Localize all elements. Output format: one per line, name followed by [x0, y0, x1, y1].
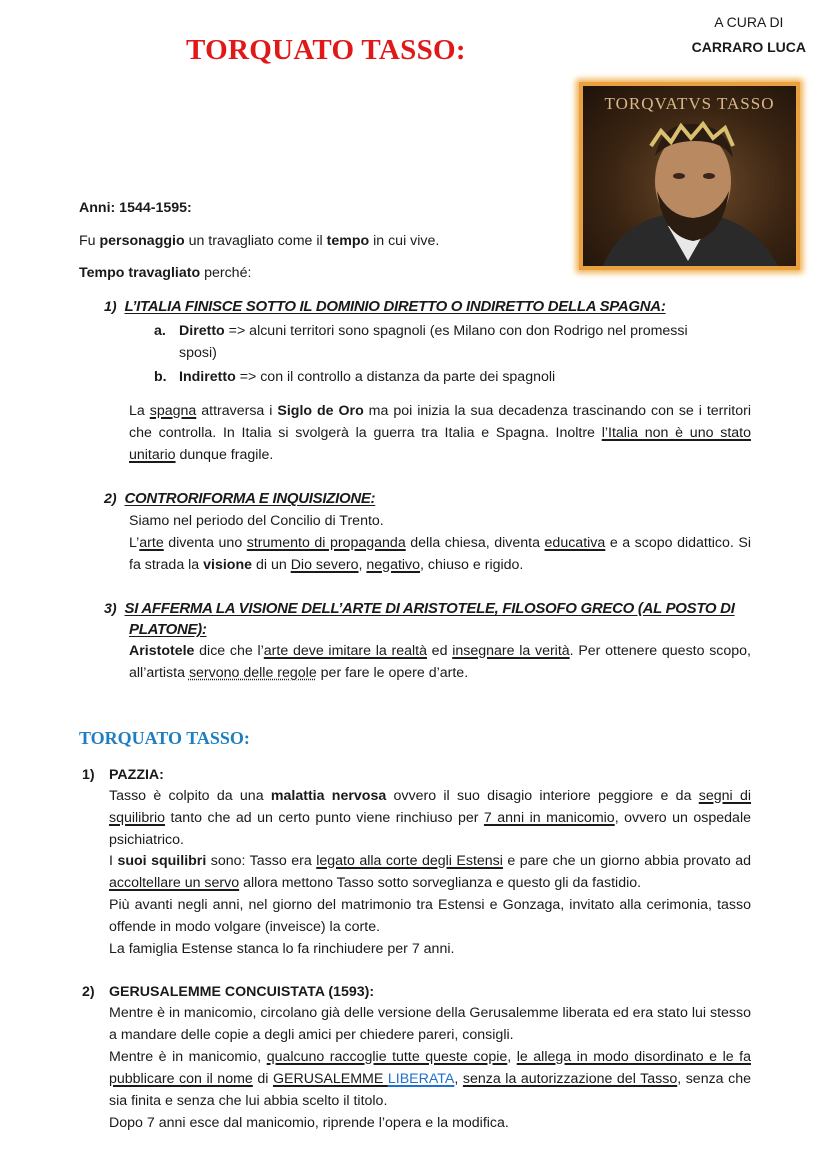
t2-paragraph-1: Mentre è in manicomio, circolano già delle versione della Gerusalemme liberata ed era stato lui stesso a mandare delle copie a degli amici per chiedere pareri, consigli.	[109, 1005, 751, 1043]
text-underlined: 7 anni in manicomio	[483, 810, 615, 826]
text: diventa uno	[163, 535, 247, 551]
list-number: 2)	[104, 491, 117, 507]
s1-paragraph	[129, 400, 751, 466]
author-name: CARRARO LUCA	[691, 39, 806, 55]
portrait-caption: TORQVATVS TASSO	[604, 94, 775, 113]
t1-paragraph-3: Più avanti negli anni, nel giorno del matrimonio tra Estensi e Gonzaga, invitato alla cerimonia, tasso offende in modo volgare (inveisce) la corte.	[109, 897, 751, 935]
text: un travagliato come il	[184, 233, 327, 249]
intro-line-2	[79, 262, 251, 284]
t1-paragraph-4: La famiglia Estense stanca lo fa rinchiudere per 7 anni.	[109, 941, 455, 957]
text-bold: Siglo de Oro	[277, 403, 364, 419]
text: ovvero il suo disagio interiore peggiore e da	[386, 788, 699, 804]
list-number: 1)	[104, 299, 117, 315]
text-underlined: spagna	[149, 403, 197, 419]
text: di un	[252, 557, 291, 573]
author-label: A CURA DI	[714, 14, 784, 30]
text-underlined: Dio severo	[290, 557, 359, 573]
text: e pare che un giorno abbia provato ad	[502, 853, 751, 869]
section-3-heading-cont	[129, 619, 207, 641]
heading-text: PAZZIA:	[109, 767, 164, 783]
text: ,	[358, 557, 367, 573]
s3-paragraph	[129, 640, 751, 684]
text: per fare le opere d’arte.	[316, 665, 469, 681]
portrait-figure	[583, 86, 796, 266]
text: sposi)	[179, 345, 217, 361]
text-underlined: legato alla corte degli Estensi	[316, 853, 503, 869]
text: ,	[454, 1071, 463, 1087]
list-number: 1)	[82, 767, 95, 783]
text-underlined: strumento di propaganda	[246, 535, 406, 551]
text: , ovvero un ospedale psichiatrico.	[109, 810, 751, 848]
text: Siamo nel periodo del Concilio di Trento.	[129, 513, 384, 529]
text-bold: visione	[203, 557, 253, 573]
text: Tasso è colpito da una	[109, 788, 271, 804]
text: allora mettono Tasso sotto sorveglianza e questo gli da fastidio.	[239, 875, 642, 891]
section-3-heading	[104, 598, 735, 620]
portrait-image	[579, 82, 800, 270]
text-bold: Indiretto	[179, 369, 236, 385]
link-text[interactable]: LIBERATA	[387, 1071, 455, 1087]
text-underlined: servono delle regole	[188, 665, 317, 681]
text: L’	[129, 535, 140, 551]
text: e a scopo didattico. Si fa strada la	[129, 535, 752, 573]
text-underlined: arte deve imitare la realtà	[263, 643, 427, 659]
text: della chiesa, diventa	[405, 535, 545, 551]
text: La	[129, 403, 150, 419]
text-underlined: le allega in modo disordinato e le fa pubblicare con il nome	[109, 1049, 751, 1087]
t2-paragraph-3: Dopo 7 anni esce dal manicomio, riprende l’opera e la modifica.	[109, 1115, 509, 1131]
section-1-heading	[104, 296, 666, 318]
heading-text: PLATONE):	[129, 621, 207, 638]
text: => alcuni territori sono spagnoli (es Milano con don Rodrigo nel promessi	[224, 323, 688, 339]
text: , chiuso e rigido.	[420, 557, 524, 573]
text: , senza che sia finita e senza che lui abbia scelto il titolo.	[109, 1071, 751, 1109]
s1-item-b	[179, 366, 555, 388]
text-bold: suoi squilibri	[117, 853, 207, 869]
list-number: 3)	[104, 601, 117, 617]
text: sono: Tasso era	[206, 853, 317, 869]
text: tanto che ad un certo punto viene rinchiuso per	[165, 810, 484, 826]
section-2-heading	[104, 488, 375, 510]
intro-line-1	[79, 230, 439, 252]
text: => con il controllo a distanza da parte dei spagnoli	[235, 369, 556, 385]
list-number: 2)	[82, 984, 95, 1000]
text-bold: Tempo travagliato	[79, 265, 201, 281]
text: . Per ottenere questo scopo, all’artista	[129, 643, 752, 681]
text-underlined: accoltellare un servo	[109, 875, 240, 891]
text: di	[252, 1071, 273, 1087]
text: I	[109, 853, 118, 869]
text-underlined: arte	[139, 535, 164, 551]
text: ,	[507, 1049, 517, 1065]
list-marker: a.	[154, 323, 166, 339]
text-bold: Diretto	[179, 323, 225, 339]
text-bold: malattia nervosa	[270, 788, 387, 804]
text: attraversa i	[196, 403, 278, 419]
text: in cui vive.	[369, 233, 440, 249]
text: Mentre è in manicomio,	[109, 1049, 267, 1065]
t1-paragraph-2	[109, 850, 751, 894]
author-block	[692, 10, 806, 60]
years: Anni: 1544-1595:	[79, 200, 192, 216]
text-underlined: negativo	[366, 557, 421, 573]
text: perché:	[200, 265, 252, 281]
heading-text: CONTRORIFORMA E INQUISIZIONE:	[124, 490, 376, 507]
text: dunque fragile.	[175, 447, 274, 463]
text-underlined: GERUSALEMME	[272, 1071, 388, 1087]
section-title: TORQUATO TASSO:	[79, 728, 250, 748]
text: ed	[426, 643, 453, 659]
text: ma poi inizia la sua decadenza trascinando con se i territori che controlla. In Italia si svolgerà la guerra tra Italia e Spagna. Inoltre	[129, 403, 751, 441]
text: Fu	[79, 233, 100, 249]
heading-text: SI AFFERMA LA VISIONE DELL’ARTE DI ARISTOTELE, FILOSOFO GRECO (AL POSTO DI	[124, 600, 735, 617]
s1-item-a	[179, 320, 751, 342]
t1-paragraph-1	[109, 785, 751, 851]
t2-paragraph-2	[109, 1046, 751, 1112]
text-bold: personaggio	[99, 233, 185, 249]
list-marker: b.	[154, 369, 167, 385]
heading-text: GERUSALEMME CONCUISTATA (1593):	[109, 984, 375, 1000]
text-bold: tempo	[326, 233, 370, 249]
text-bold: Aristotele	[129, 643, 195, 659]
text-underlined: educativa	[544, 535, 606, 551]
text-underlined: segni di squilibrio	[109, 788, 752, 826]
heading-text: L’ITALIA FINISCE SOTTO IL DOMINIO DIRETTO O INDIRETTO DELLA SPAGNA:	[124, 298, 666, 315]
text: dice che l’	[194, 643, 264, 659]
s2-paragraph	[129, 532, 751, 576]
text-underlined: l’Italia non è uno stato unitario	[129, 425, 751, 463]
text-underlined: insegnare la verità	[452, 643, 570, 659]
page-title: TORQUATO TASSO:	[186, 34, 466, 66]
text-underlined: qualcuno raccoglie tutte queste copie	[266, 1049, 508, 1065]
text-underlined: senza la autorizzazione del Tasso	[462, 1071, 678, 1087]
